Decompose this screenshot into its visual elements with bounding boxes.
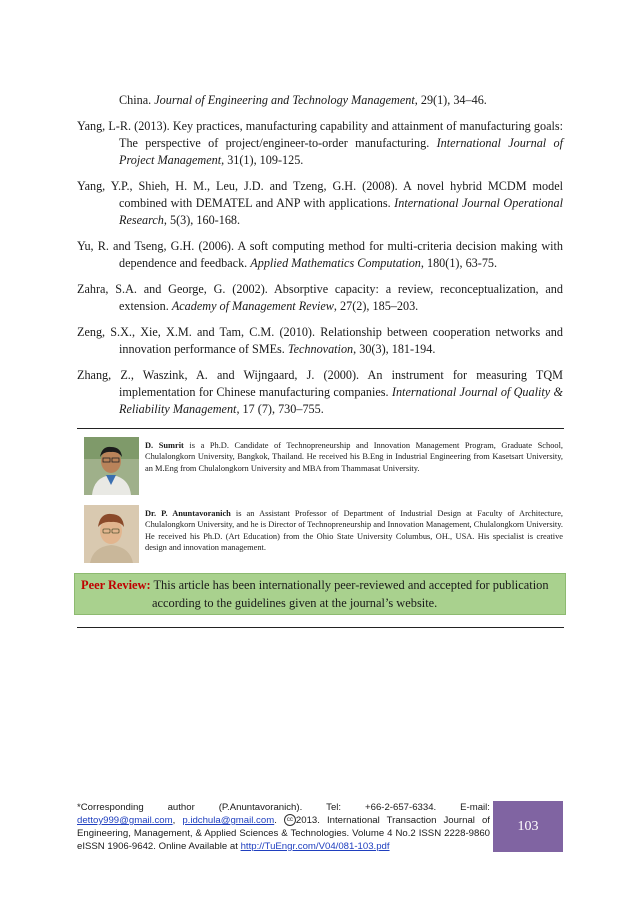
peer-review-line-1: Peer Review: This article has been internationally peer-reviewed and accepted for publication xyxy=(81,578,549,592)
peer-review-line-2: according to the guidelines given at the journal’s website. xyxy=(152,596,438,610)
page-number: 103 xyxy=(493,801,563,852)
corresponding-author-footer xyxy=(77,801,490,853)
email-link-2[interactable]: p.idchula@gmail.com xyxy=(182,815,275,826)
peer-review-label: Peer Review: xyxy=(81,578,151,592)
reference-entry: Zahra, S.A. and George, G. (2002). Absorptive capacity: a review, reconceptualization, and extension. Academy of Management Review, 27(2), 185–203. xyxy=(77,282,563,313)
creative-commons-icon: cc xyxy=(284,814,296,826)
author-photo-sumrit xyxy=(84,437,139,495)
reference-entry: Yang, L-R. (2013). Key practices, manufacturing capability and attainment of manufacturing goals: The perspective of project/engineer-to-order manufacturing. International Journal of Project Management, 31(1), 109-125. xyxy=(77,119,564,167)
footer-body: dettoy999@gmail.com, p.idchula@gmail.com. cc 2013. International Transaction Journal of Engineering, Management, & Applied Sciences & Technologies. Volume 4 No.2 ISSN 2228-9860 eISSN 1906-9642. Online Available at http://TuEngr.com/V04/081-103.pdf xyxy=(77,815,490,852)
peer-review-box xyxy=(74,573,566,615)
reference-entry: Yu, R. and Tseng, G.H. (2006). A soft computing method for multi-criteria decision making with dependence and feedback. Applied Mathematics Computation, 180(1), 63-75. xyxy=(77,239,563,270)
email-link-1[interactable]: dettoy999@gmail.com xyxy=(77,815,173,826)
reference-entry: Zeng, S.X., Xie, X.M. and Tam, C.M. (2010). Relationship between cooperation networks and innovation performance of SMEs. Technovation, 30(3), 181-194. xyxy=(77,325,563,356)
reference-entry: China. Journal of Engineering and Technology Management, 29(1), 34–46. xyxy=(119,93,487,107)
author-photo-anuntavoranich xyxy=(84,505,139,563)
author-bio-sumrit: D. Sumrit is a Ph.D. Candidate of Technopreneurship and Innovation Management Program, Graduate School, Chulalongkorn University, Bangkok, Thailand. He received his B.Eng in Industrial Engineering from Kasetsart University, an M.Eng from Chulalongkorn University and MBA from Thammasat University. xyxy=(145,441,563,473)
reference-entry: Zhang, Z., Waszink, A. and Wijngaard, J. (2000). An instrument for measuring TQM implementation for Chinese manufacturing companies. International Journal of Quality & Reliability Management, 17 (7), 730–755. xyxy=(77,368,564,416)
author-bio-anuntavoranich: Dr. P. Anuntavoranich is an Assistant Professor of Department of Industrial Design at Faculty of Architecture, Chulalongkorn University, and he is Director of Technopreneurship and Innovation Management, Chulalongkorn University. He received his Ph.D. (Art Education) from the Ohio State University Columbus, OH., USA. His specialist is creative design and innovation management. xyxy=(145,509,564,553)
section-divider xyxy=(77,627,564,628)
article-url-link[interactable]: http://TuEngr.com/V04/081-103.pdf xyxy=(240,841,390,852)
footer-line-1: *Corresponding author (P.Anuntavoranich). Tel: +66-2-657-6334. E-mail: xyxy=(77,802,490,813)
reference-list xyxy=(77,92,563,427)
reference-entry: Yang, Y.P., Shieh, H. M., Leu, J.D. and Tzeng, G.H. (2008). A novel hybrid MCDM model combined with DEMATEL and ANP with applications. International Journal Operational Research, 5(3), 160-168. xyxy=(77,179,564,227)
section-divider xyxy=(77,428,564,429)
